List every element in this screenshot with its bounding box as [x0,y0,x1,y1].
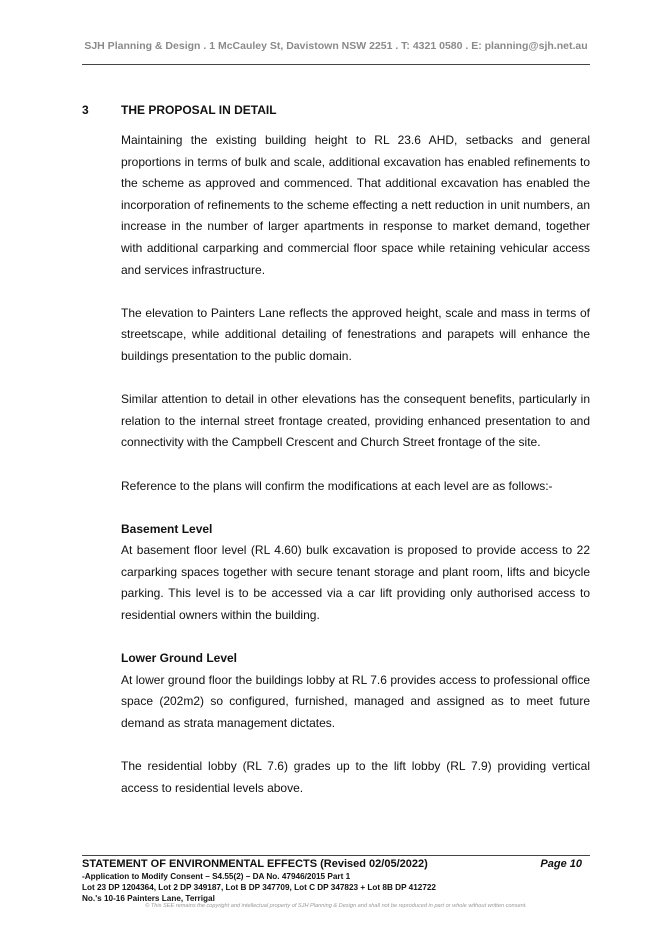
footer-application-line: -Application to Modify Consent – S4.55(2) – DA No. 47946/2015 Part 1 [82,872,351,881]
lower-ground-text: At lower ground floor the buildings lobby at RL 7.6 provides access to professional office space (202m2) so configured, furnished, managed and assigned as to meet future demand as strata management dictates. [121,672,590,731]
basement-heading: Basement Level [121,521,213,536]
lower-ground-lobby-text: The residential lobby (RL 7.6) grades up to the lift lobby (RL 7.9) providing vertical access to residential levels above. [121,759,590,795]
footer-lot-line: Lot 23 DP 1204364, Lot 2 DP 349187, Lot B DP 347709, Lot C DP 347823 + Lot 8B DP 412722 [82,883,436,892]
page-footer [82,858,590,904]
page-header: SJH Planning & Design . 1 McCauley St, Davistown NSW 2251 . T: 4321 0580 . E: planning@sjh.net.au [84,40,588,52]
footer-title: STATEMENT OF ENVIRONMENTAL EFFECTS (Revised 02/05/2022) [82,858,428,870]
footer-address-line: No.'s 10-16 Painters Lane, Terrigal [82,894,215,903]
copyright-notice: © This SEE remains the copyright and intellectual property of SJH Planning & Design and shall not be reproduced in part or whole without written consent. [145,903,527,909]
paragraph-reference: Reference to the plans will confirm the modifications at each level are as follows:- [121,478,553,493]
basement-text: At basement floor level (RL 4.60) bulk excavation is proposed to provide access to 22 carparking spaces together with secure tenant storage and plant room, lifts and bicycle parking. This level is to be accessed via a car lift providing only authorised access to residential owners within the building. [121,543,590,623]
paragraph-elevation: The elevation to Painters Lane reflects the approved height, scale and mass in terms of streetscape, while additional detailing of fenestrations and parapets will enhance the buildings presentation to the public domain. [121,305,590,363]
header-divider [82,64,590,65]
page-number: Page 10 [540,858,582,870]
footer-divider [82,855,590,856]
paragraph-similar: Similar attention to detail in other elevations has the consequent benefits, particularly in relation to the internal street frontage created, providing enhanced presentation to and connectivity with the Campbell Crescent and Church Street frontage of the site. [121,392,590,450]
document-body [121,130,590,821]
paragraph-intro: Maintaining the existing building height to RL 23.6 AHD, setbacks and general proportions in terms of bulk and scale, additional excavation has enabled refinements to the scheme as approved and commenced. That additional excavation has enabled the incorporation of refinements to the scheme effecting a nett reduction in unit numbers, an increase in the number of larger apartments in response to market demand, together with additional carparking and commercial floor space while retaining vehicular access and services infrastructure. [121,133,590,277]
lower-ground-heading: Lower Ground Level [121,651,238,666]
section-number: 3 [82,103,89,117]
section-title: THE PROPOSAL IN DETAIL [121,103,277,117]
